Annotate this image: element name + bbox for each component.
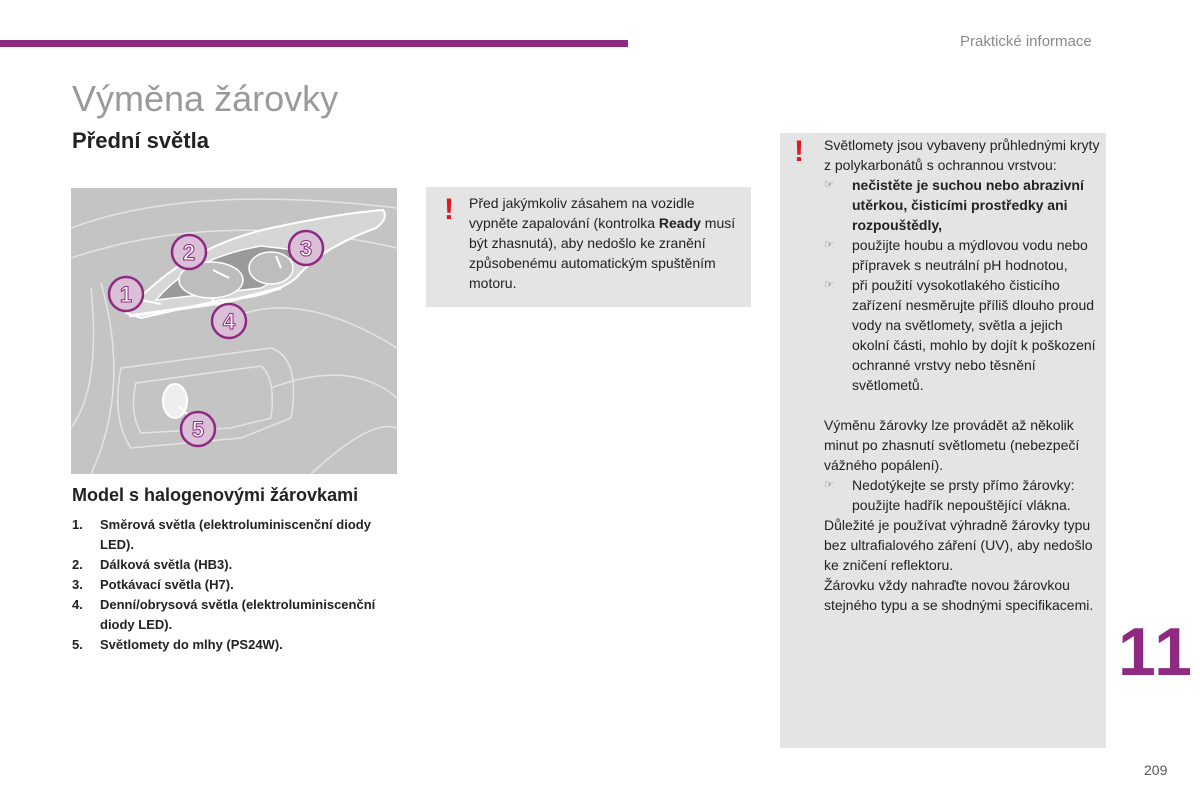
header-accent-bar xyxy=(0,40,628,47)
hand-pointer-icon: ☞ xyxy=(824,239,834,251)
bulb-list xyxy=(72,515,402,655)
uv-text: Důležité je používat výhradně žárovky typu bez ultrafialového záření (UV), aby nedošlo ke zničení reflektoru. xyxy=(824,517,1093,573)
headlight-care-box xyxy=(780,133,1106,748)
intro-text: Světlomety jsou vybaveny průhlednými kryty z polykarbonátů s ochrannou vrstvou: xyxy=(824,137,1100,173)
model-heading: Model s halogenovými žárovkami xyxy=(72,485,359,505)
svg-text:2: 2 xyxy=(182,240,196,265)
warning-text: Před jakýmkoliv zásahem na vozidle vypněte zapalování (kontrolka Ready musí být zhasnutá), aby nedošlo ke zranění způsobenému automatickým spuštěním motoru. xyxy=(469,195,736,291)
list-item: 5. Světlomety do mlhy (PS24W). xyxy=(72,637,283,652)
list-item: 4. Denní/obrysová světla (elektroluminiscenční diody LED). xyxy=(72,597,376,632)
warning-icon: ! xyxy=(794,135,804,168)
page-number: 209 xyxy=(1144,762,1168,778)
list-item: 1. Směrová světla (elektroluminiscenční diody LED). xyxy=(72,517,371,552)
list-item: ☞ Nedotýkejte se prsty přímo žárovky: použijte hadřík nepouštějící vlákna. xyxy=(824,477,1075,513)
list-item: 3. Potkávací světla (H7). xyxy=(72,577,234,592)
warning-text xyxy=(824,135,1102,615)
svg-text:5: 5 xyxy=(191,417,205,442)
burn-warning-text: Výměnu žárovky lze provádět až několik minut po zhasnutí světlometu (nebezpečí vážného popálení). xyxy=(824,417,1080,473)
hand-pointer-icon: ☞ xyxy=(824,279,834,291)
section-label: Praktické informace xyxy=(960,33,1092,50)
chapter-number: 11 xyxy=(1118,614,1194,690)
hand-pointer-icon: ☞ xyxy=(824,479,834,491)
list-item: ☞ použijte houbu a mýdlovou vodu nebo přípravek s neutrální pH hodnotou, xyxy=(824,237,1088,273)
svg-text:3: 3 xyxy=(299,236,313,261)
callout-2 xyxy=(172,235,206,269)
warning-icon: ! xyxy=(444,193,454,226)
ignition-warning-box xyxy=(426,187,751,307)
callout-1 xyxy=(109,277,143,311)
list-item: ☞ při použití vysokotlakého čisticího zařízení nesměrujte příliš dlouho proud vody na světlomety, světla a jejich okolní části, mohlo by dojít k poškození ochranné vrstvy nebo těsnění světlometů. xyxy=(824,277,1096,393)
hand-pointer-icon: ☞ xyxy=(824,179,834,191)
headlight-illustration xyxy=(71,188,397,474)
callout-4 xyxy=(212,304,246,338)
callout-3 xyxy=(289,231,323,265)
replace-text: Žárovku vždy nahraďte novou žárovkou stejného typu a se shodnými specifikacemi. xyxy=(824,577,1094,613)
page-subtitle: Přední světla xyxy=(72,128,209,153)
page-title: Výměna žárovky xyxy=(72,78,339,119)
list-item: ☞ nečistěte je suchou nebo abrazivní utěrkou, čisticími prostředky ani rozpouštědly, xyxy=(824,177,1084,233)
svg-text:1: 1 xyxy=(119,282,133,307)
list-item: 2. Dálková světla (HB3). xyxy=(72,557,233,572)
callout-5 xyxy=(181,412,215,446)
svg-text:4: 4 xyxy=(222,309,236,334)
